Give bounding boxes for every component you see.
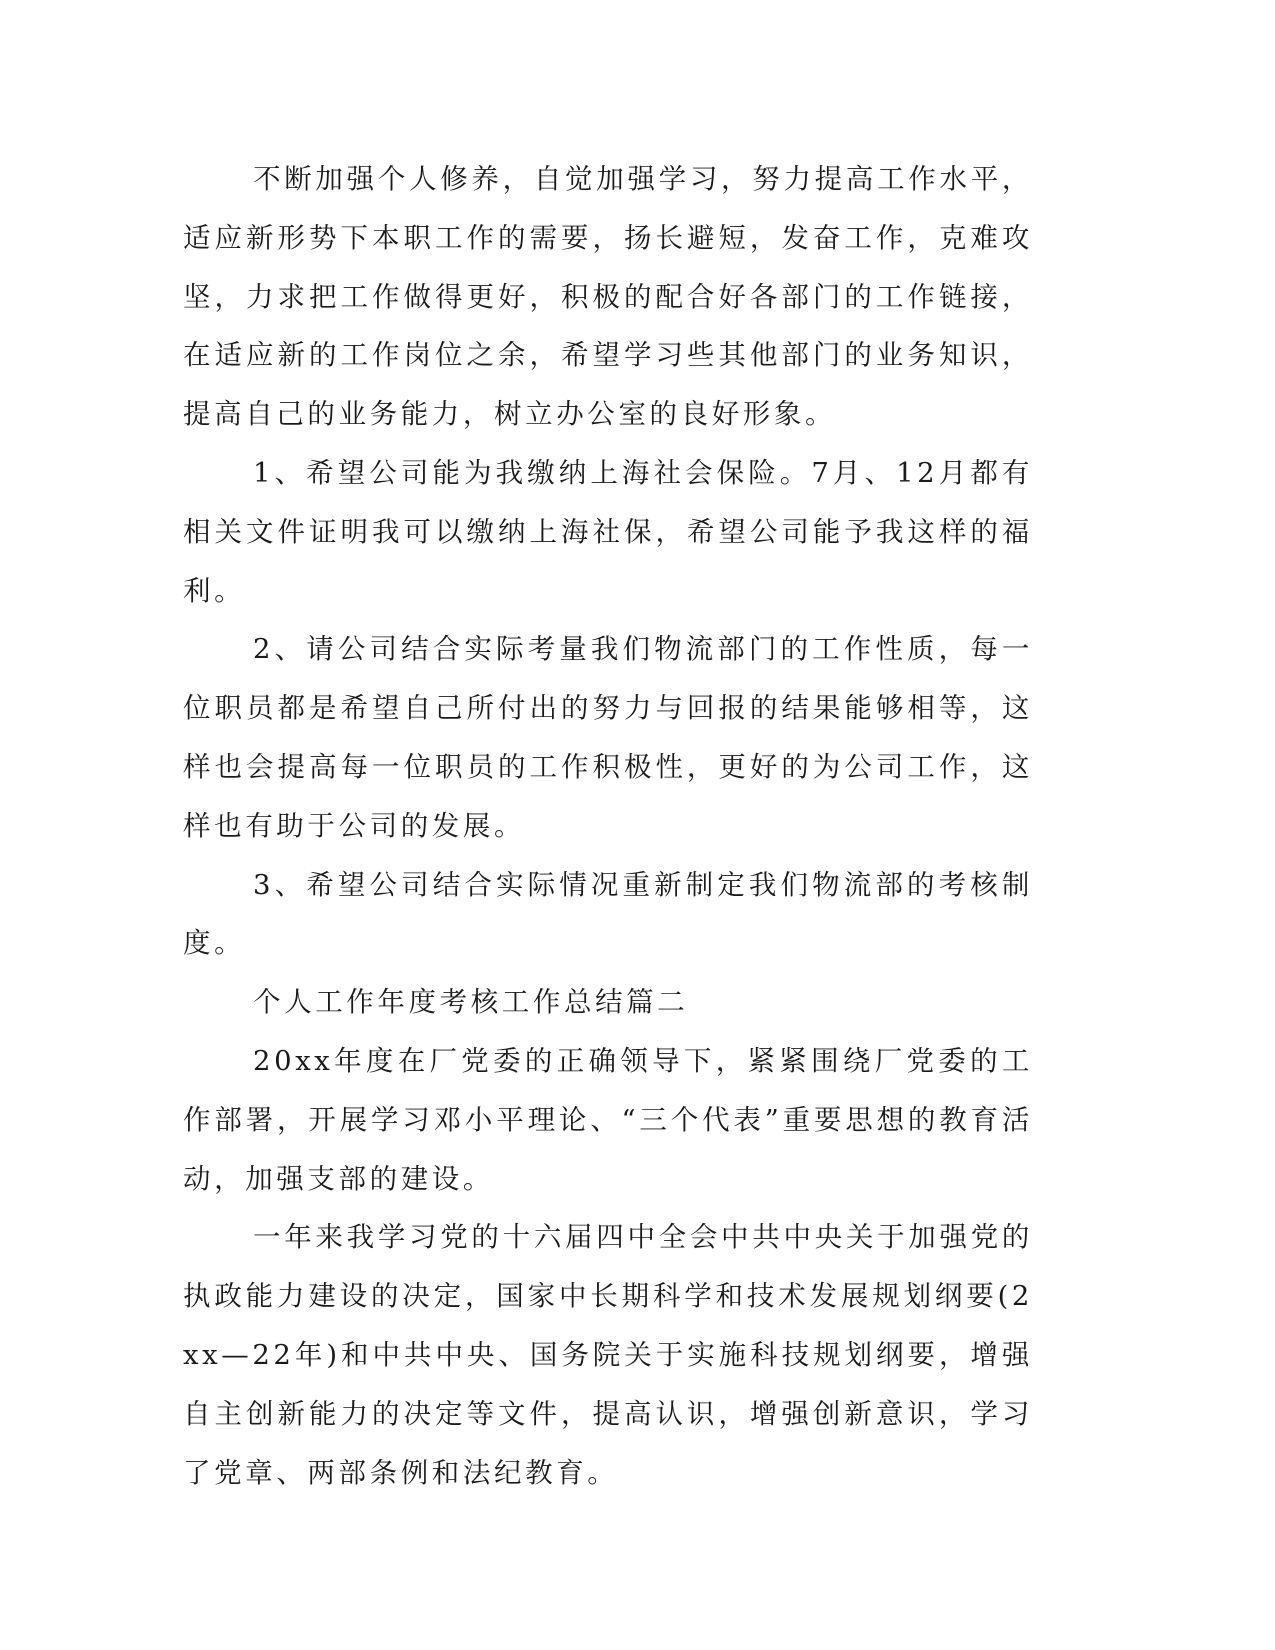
paragraph-request-assessment-system: 3、希望公司结合实际情况重新制定我们物流部的考核制度。 [183,868,1033,960]
paragraph-study-summary: 一年来我学习党的十六届四中全会中共中央关于加强党的执政能力建设的决定，国家中长期科学和技术发展规划纲要(2xx—22年)和中共中央、国务院关于实施科技规划纲要，增强自主创新能力的决定等文件，提高认识，增强创新意识，学习了党章、两部条例和法纪教育。 [183,1221,1033,1489]
paragraph-request-work-nature: 2、请公司结合实际考量我们物流部门的工作性质，每一位职员都是希望自己所付出的努力与回报的结果能够相等，这样也会提高每一位职员的工作积极性，更好的为公司工作，这样也有助于公司的发展。 [183,633,1033,842]
paragraph-annual-overview: 20xx年度在厂党委的正确领导下，紧紧围绕厂党委的工作部署，开展学习邓小平理论、“三个代表”重要思想的教育活动，加强支部的建设。 [183,1044,1033,1195]
paragraph-self-improvement: 不断加强个人修养，自觉加强学习，努力提高工作水平，适应新形势下本职工作的需要，扬长避短，发奋工作，克难攻坚，力求把工作做得更好，积极的配合好各部门的工作链接，在适应新的工作岗位之余，希望学习些其他部门的业务知识，提高自己的业务能力，树立办公室的良好形象。 [183,163,1033,431]
section-heading: 个人工作年度考核工作总结篇二 [253,986,689,1019]
document-body [183,150,1033,1502]
paragraph-request-social-insurance: 1、希望公司能为我缴纳上海社会保险。7月、12月都有相关文件证明我可以缴纳上海社保，希望公司能予我这样的福利。 [183,456,1033,607]
